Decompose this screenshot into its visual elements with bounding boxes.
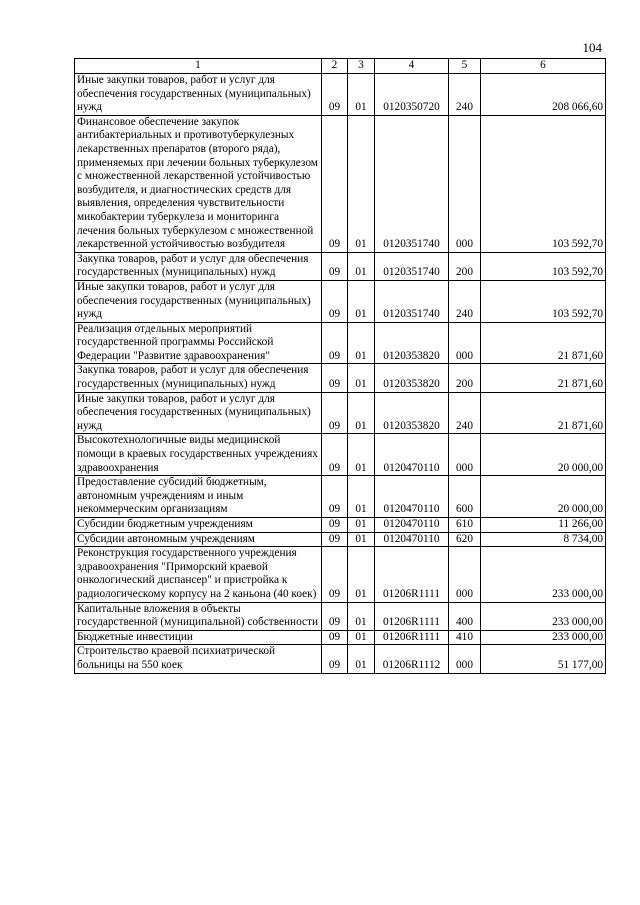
row-expense-type: 200 [449,364,481,392]
page-number: 104 [582,40,602,55]
row-expense-type: 000 [449,322,481,364]
header-col-2: 2 [322,59,348,74]
row-amount: 233 000,00 [481,630,606,645]
row-amount: 21 871,60 [481,322,606,364]
row-subsection: 01 [348,280,375,322]
header-col-4: 4 [375,59,449,74]
row-section: 09 [322,645,348,673]
row-target-code: 0120351740 [375,280,449,322]
header-col-3: 3 [348,59,375,74]
row-section: 09 [322,518,348,533]
row-target-code: 0120353820 [375,364,449,392]
row-section: 09 [322,392,348,434]
row-name: Капитальные вложения в объекты государственной (муниципальной) собственности [75,602,322,630]
row-name: Субсидии автономным учреждениям [75,532,322,547]
table-row [75,476,606,518]
row-expense-type: 410 [449,630,481,645]
row-amount: 103 592,70 [481,280,606,322]
row-amount: 21 871,60 [481,364,606,392]
table-row [75,280,606,322]
row-expense-type: 000 [449,645,481,673]
row-amount: 11 266,00 [481,518,606,533]
row-name: Закупка товаров, работ и услуг для обеспечения государственных (муниципальных) нужд [75,252,322,280]
row-target-code: 01206R1111 [375,602,449,630]
row-subsection: 01 [348,532,375,547]
row-subsection: 01 [348,645,375,673]
row-target-code: 0120470110 [375,532,449,547]
row-section: 09 [322,115,348,252]
table-row [75,630,606,645]
row-section: 09 [322,252,348,280]
row-section: 09 [322,364,348,392]
row-expense-type: 600 [449,476,481,518]
table-row [75,602,606,630]
row-expense-type: 240 [449,280,481,322]
row-section: 09 [322,602,348,630]
row-subsection: 01 [348,115,375,252]
row-name: Закупка товаров, работ и услуг для обеспечения государственных (муниципальных) нужд [75,364,322,392]
row-name: Реализация отдельных мероприятий государственной программы Российской Федерации "Развитие здравоохранения" [75,322,322,364]
row-amount: 233 000,00 [481,602,606,630]
table-row [75,115,606,252]
row-amount: 20 000,00 [481,476,606,518]
row-subsection: 01 [348,476,375,518]
table-row [75,645,606,673]
row-expense-type: 200 [449,252,481,280]
row-name: Предоставление субсидий бюджетным, автономным учреждениям и иным некоммерческим организациям [75,476,322,518]
table-row [75,252,606,280]
row-subsection: 01 [348,392,375,434]
row-target-code: 0120470110 [375,476,449,518]
row-amount: 103 592,70 [481,252,606,280]
row-section: 09 [322,434,348,476]
row-name: Финансовое обеспечение закупок антибактериальных и противотуберкулезных лекарственных препаратов (второго ряда), применяемых при лечении больных туберкулезом с множественной лекарственной устойчивостью возбудителя, и диагностических средств для выявления, определения чувствительности микобактерии туберкулеза и мониторинга лечения больных туберкулезом с множественной лекарственной устойчивостью возбудителя [75,115,322,252]
row-amount: 208 066,60 [481,74,606,116]
row-name: Субсидии бюджетным учреждениям [75,518,322,533]
row-name: Строительство краевой психиатрической больницы на 550 коек [75,645,322,673]
row-target-code: 0120351740 [375,115,449,252]
row-amount: 51 177,00 [481,645,606,673]
row-subsection: 01 [348,518,375,533]
row-target-code: 0120353820 [375,322,449,364]
table-row [75,74,606,116]
row-section: 09 [322,280,348,322]
row-amount: 21 871,60 [481,392,606,434]
table-row [75,434,606,476]
row-amount: 103 592,70 [481,115,606,252]
row-subsection: 01 [348,434,375,476]
row-expense-type: 610 [449,518,481,533]
row-name: Иные закупки товаров, работ и услуг для обеспечения государственных (муниципальных) нужд [75,392,322,434]
row-expense-type: 000 [449,434,481,476]
row-target-code: 0120470110 [375,518,449,533]
row-name: Реконструкция государственного учреждения здравоохранения "Приморский краевой онкологический диспансер" и пристройка к радиологическому корпусу на 2 каньона (40 коек) [75,547,322,602]
table-row [75,547,606,602]
row-expense-type: 620 [449,532,481,547]
row-name: Бюджетные инвестиции [75,630,322,645]
row-amount: 20 000,00 [481,434,606,476]
row-subsection: 01 [348,74,375,116]
row-target-code: 0120351740 [375,252,449,280]
row-amount: 8 734,00 [481,532,606,547]
row-subsection: 01 [348,602,375,630]
row-target-code: 01206R1111 [375,630,449,645]
row-subsection: 01 [348,252,375,280]
row-expense-type: 240 [449,392,481,434]
row-section: 09 [322,630,348,645]
row-subsection: 01 [348,364,375,392]
table-row [75,392,606,434]
row-section: 09 [322,532,348,547]
row-target-code: 0120353820 [375,392,449,434]
row-name: Иные закупки товаров, работ и услуг для обеспечения государственных (муниципальных) нужд [75,280,322,322]
row-target-code: 01206R1112 [375,645,449,673]
row-expense-type: 000 [449,115,481,252]
row-expense-type: 400 [449,602,481,630]
row-amount: 233 000,00 [481,547,606,602]
row-section: 09 [322,74,348,116]
row-section: 09 [322,476,348,518]
header-col-6: 6 [481,59,606,74]
table-row [75,518,606,533]
row-subsection: 01 [348,630,375,645]
header-col-1: 1 [75,59,322,74]
row-expense-type: 000 [449,547,481,602]
table-row [75,532,606,547]
table-row [75,364,606,392]
header-col-5: 5 [449,59,481,74]
row-section: 09 [322,547,348,602]
row-section: 09 [322,322,348,364]
row-expense-type: 240 [449,74,481,116]
budget-table [74,58,606,674]
table-header-row [75,59,606,74]
row-target-code: 0120470110 [375,434,449,476]
row-target-code: 01206R1111 [375,547,449,602]
row-target-code: 0120350720 [375,74,449,116]
row-name: Высокотехнологичные виды медицинской помощи в краевых государственных учреждениях здравоохранения [75,434,322,476]
row-subsection: 01 [348,547,375,602]
row-name: Иные закупки товаров, работ и услуг для обеспечения государственных (муниципальных) нужд [75,74,322,116]
table-row [75,322,606,364]
row-subsection: 01 [348,322,375,364]
